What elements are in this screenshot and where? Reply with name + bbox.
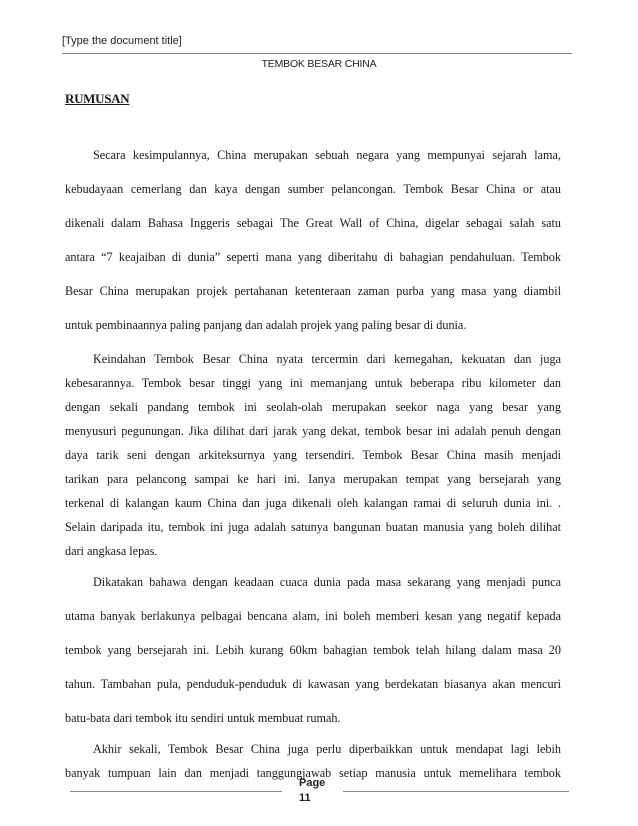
running-title: TEMBOK BESAR CHINA <box>261 58 377 70</box>
text-line: kebudayaan cemerlang dan kaya dengan sumber pelancongan. Tembok Besar China or atau <box>65 182 561 196</box>
text-line: utama banyak berlakunya pelbagai bencana alam, ini boleh memberi kesan yang negatif kepada <box>65 609 561 623</box>
header-divider <box>62 53 572 54</box>
text-line: Secara kesimpulannya, China merupakan sebuah negara yang mempunyai sejarah lama, <box>93 148 561 162</box>
page-number-box <box>299 776 325 806</box>
text-line: kebesarannya. Tembok besar tinggi yang ini memanjang untuk beberapa ribu kilometer dan <box>65 376 561 390</box>
text-line: Dikatakan bahawa dengan keadaan cuaca dunia pada masa sekarang yang menjadi punca <box>93 575 561 589</box>
footer-divider-left <box>70 791 282 792</box>
text-line: Akhir sekali, Tembok Besar China juga perlu diperbaikkan untuk mendapat lagi lebih <box>93 742 561 756</box>
text-line: tembok yang bersejarah ini. Lebih kurang 60km bahagian tembok telah hilang dalam masa 20 <box>65 643 561 657</box>
text-line: Selain daripada itu, tembok ini juga adalah satunya bangunan buatan manusia yang boleh dilihat <box>65 520 561 534</box>
text-line: batu-bata dari tembok itu sendiri untuk membuat rumah. <box>65 711 341 725</box>
text-line: daya tarik seni dengan arkiteksurnya yang tersendiri. Tembok Besar China masih menjadi <box>65 448 561 462</box>
page-label: Page <box>299 777 326 789</box>
text-line: Besar China merupakan projek pertahanan ketenteraan zaman purba yang masa yang diambil <box>65 284 561 298</box>
text-line: tarikan para pelancong sampai ke hari ini. Ianya merupakan tempat yang bersejarah yang <box>65 472 561 486</box>
document-title-placeholder: [Type the document title] <box>62 35 182 47</box>
text-line: untuk pembinaannya paling panjang dan adalah projek yang paling besar di dunia. <box>65 318 467 332</box>
text-line: banyak tumpuan lain dan menjadi tanggungjawab setiap manusia untuk memelihara tembok <box>65 766 561 780</box>
footer-divider-right <box>343 791 569 792</box>
text-line: tahun. Tambahan pula, penduduk-penduduk di kawasan yang berdekatan biasanya akan mencuri <box>65 677 561 691</box>
text-line: menyusuri pegunungan. Jika dilihat dari jarak yang dekat, tembok besar ini adalah penuh dengan <box>65 424 561 438</box>
text-line: dari angkasa lepas. <box>65 544 158 558</box>
text-line: dengan sekali pandang tembok ini seolah-olah merupakan seekor naga yang besar yang <box>65 400 561 414</box>
text-line: dikenali dalam Bahasa Inggeris sebagai The Great Wall of China, digelar sebagai salah satu <box>65 216 561 230</box>
section-heading: RUMUSAN <box>65 91 130 106</box>
page-number: 11 <box>299 792 311 804</box>
text-line: Keindahan Tembok Besar China nyata tercermin dari kemegahan, kekuatan dan juga <box>93 352 561 366</box>
text-line: antara “7 keajaiban di dunia” seperti mana yang diberitahu di bahagian pendahuluan. Tembok <box>65 250 561 264</box>
text-line: terkenal di kalangan kaum China dan juga dikenali oleh kalangan ramai di seluruh dunia ini. . <box>65 496 561 510</box>
